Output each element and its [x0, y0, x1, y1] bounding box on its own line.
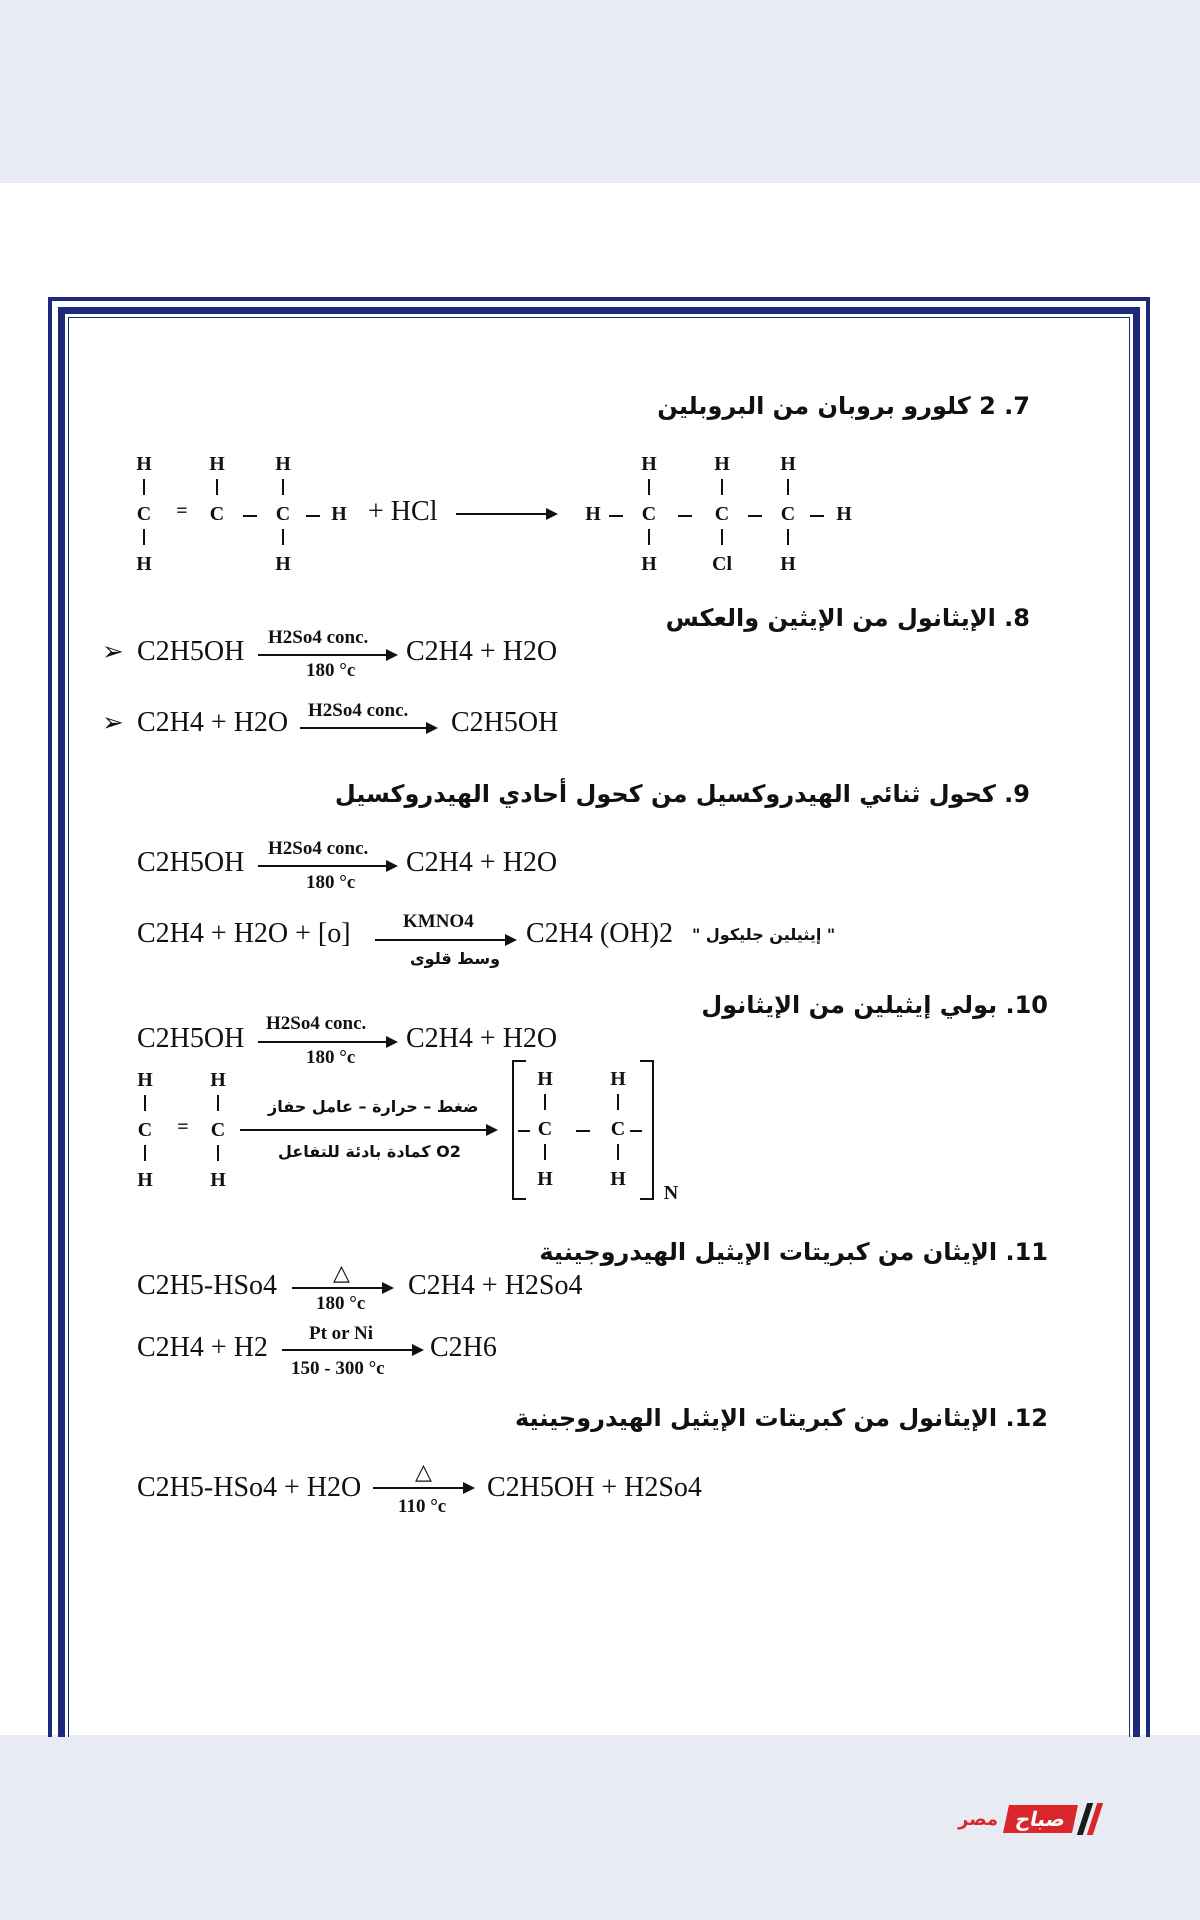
- reaction-arrow: [258, 865, 396, 867]
- product: C2H6: [430, 1332, 497, 1363]
- atom-h: H: [836, 503, 852, 525]
- atom-c: C: [210, 1119, 226, 1141]
- atom-h: H: [209, 453, 225, 475]
- bond: [678, 515, 692, 517]
- logo-sub: مصر: [958, 1808, 999, 1830]
- condition-bottom: 180 °c: [316, 1293, 366, 1314]
- condition-top: H2So4 conc.: [268, 838, 369, 859]
- section-10-title: 10. بولي إيثيلين من الإيثانول: [701, 991, 1048, 1019]
- atom-c: C: [537, 1118, 553, 1140]
- bullet-arrow-icon: ➢: [102, 708, 124, 737]
- bond: [617, 1094, 619, 1110]
- atom-h: H: [537, 1068, 553, 1090]
- condition-top: H2So4 conc.: [268, 627, 369, 648]
- atom-h: H: [714, 453, 730, 475]
- reactant: C2H5OH: [137, 847, 245, 878]
- atom-h: H: [780, 553, 796, 575]
- bond: [810, 515, 824, 517]
- section-8-title: 8. الإيثانول من الإيثين والعكس: [665, 604, 1030, 632]
- atom-h: H: [610, 1068, 626, 1090]
- bond: [282, 529, 284, 545]
- reactant: C2H5OH: [137, 1023, 245, 1054]
- site-logo: [958, 1802, 1102, 1836]
- condition-bottom: O2 كمادة بادئة للتفاعل: [278, 1142, 461, 1161]
- atom-h: H: [641, 553, 657, 575]
- atom-h: H: [275, 453, 291, 475]
- bond: [544, 1094, 546, 1110]
- bullet-arrow-icon: ➢: [102, 637, 124, 666]
- atom-h: H: [210, 1069, 226, 1091]
- atom-h: H: [210, 1169, 226, 1191]
- section-12-title: 12. الإيثانول من كبريتات الإيثيل الهيدروجينية: [514, 1404, 1048, 1432]
- condition-top: ضغط – حرارة – عامل حفاز: [268, 1097, 479, 1116]
- repeat-subscript: N: [663, 1182, 679, 1204]
- bond: [787, 479, 789, 495]
- bond: [630, 1130, 642, 1132]
- condition-top: H2So4 conc.: [308, 700, 409, 721]
- condition-top: KMNO4: [403, 911, 474, 932]
- condition-bottom: 180 °c: [306, 1047, 356, 1068]
- reaction-arrow: [300, 727, 436, 729]
- atom-c: C: [780, 503, 796, 525]
- atom-h: H: [641, 453, 657, 475]
- atom-h: H: [136, 453, 152, 475]
- condition-top: H2So4 conc.: [266, 1013, 367, 1034]
- double-bond: =: [176, 500, 188, 522]
- reaction-arrow: [292, 1287, 392, 1289]
- logo-main: صباح: [1003, 1805, 1078, 1833]
- atom-c: C: [209, 503, 225, 525]
- bond: [216, 479, 218, 495]
- reaction-arrow: [282, 1349, 422, 1351]
- bond: [217, 1145, 219, 1161]
- atom-h: H: [585, 503, 601, 525]
- reactant: C2H5OH: [137, 636, 245, 667]
- condition-bottom: 110 °c: [398, 1496, 447, 1517]
- bond: [721, 479, 723, 495]
- reactant: C2H4 + H2O + [o]: [137, 918, 351, 949]
- atom-c: C: [136, 503, 152, 525]
- condition-bottom: 150 - 300 °c: [291, 1358, 385, 1379]
- atom-h: H: [136, 553, 152, 575]
- product: C2H4 + H2O: [406, 847, 558, 878]
- reactant: C2H5-HSo4: [137, 1270, 278, 1301]
- condition-bottom: 180 °c: [306, 872, 356, 893]
- condition-top: Pt or Ni: [309, 1323, 374, 1344]
- bond: [143, 479, 145, 495]
- product: C2H4 + H2So4: [408, 1270, 583, 1301]
- reactant: C2H5-HSo4 + H2O: [137, 1472, 362, 1503]
- section-11-title: 11. الإيثان من كبريتات الإيثيل الهيدروجينية: [539, 1238, 1048, 1266]
- bond: [544, 1144, 546, 1160]
- heat-triangle-icon: △: [415, 1459, 432, 1484]
- reaction-arrow: [258, 1041, 396, 1043]
- product: C2H4 + H2O: [406, 1023, 558, 1054]
- bond: [648, 479, 650, 495]
- bond: [518, 1130, 530, 1132]
- reaction-arrow: [258, 654, 396, 656]
- double-bond: =: [177, 1116, 189, 1138]
- product-name: " إيثيلين جليكول ": [692, 925, 836, 944]
- reaction-arrow: [373, 1487, 473, 1489]
- reactant: C2H4 + H2: [137, 1332, 268, 1363]
- bond: [721, 529, 723, 545]
- atom-h: H: [331, 503, 347, 525]
- bond: [144, 1145, 146, 1161]
- reactant: C2H4 + H2O: [137, 707, 289, 738]
- atom-c: C: [714, 503, 730, 525]
- atom-c: C: [137, 1119, 153, 1141]
- bond: [609, 515, 623, 517]
- bond: [243, 515, 257, 517]
- atom-c: C: [641, 503, 657, 525]
- bond: [217, 1095, 219, 1111]
- reaction-arrow: [240, 1129, 496, 1131]
- atom-h: H: [137, 1069, 153, 1091]
- reagent-hcl: + HCl: [368, 496, 438, 527]
- bond: [282, 479, 284, 495]
- atom-c: C: [275, 503, 291, 525]
- bond: [748, 515, 762, 517]
- bond: [648, 529, 650, 545]
- bond: [306, 515, 320, 517]
- bond: [143, 529, 145, 545]
- bond: [576, 1130, 590, 1132]
- atom-h: H: [137, 1169, 153, 1191]
- atom-h: H: [275, 553, 291, 575]
- atom-c: C: [610, 1118, 626, 1140]
- atom-h: H: [610, 1168, 626, 1190]
- section-9-title: 9. كحول ثنائي الهيدروكسيل من كحول أحادي الهيدروكسيل: [334, 780, 1030, 808]
- product: C2H4 + H2O: [406, 636, 558, 667]
- reaction-arrow: [375, 939, 515, 941]
- product: C2H5OH: [451, 707, 559, 738]
- section-7-title: 7. 2 كلورو بروبان من البروبلين: [657, 392, 1030, 420]
- bond: [144, 1095, 146, 1111]
- condition-bottom: وسط قلوى: [410, 949, 501, 968]
- atom-h: H: [537, 1168, 553, 1190]
- heat-triangle-icon: △: [333, 1260, 350, 1285]
- product: C2H4 (OH)2: [526, 918, 673, 949]
- product: C2H5OH + H2So4: [487, 1472, 702, 1503]
- atom-h: H: [780, 453, 796, 475]
- reaction-arrow: [456, 513, 556, 515]
- atom-cl: Cl: [712, 553, 732, 575]
- bond: [787, 529, 789, 545]
- condition-bottom: 180 °c: [306, 660, 356, 681]
- bracket-right: [640, 1060, 654, 1200]
- bond: [617, 1144, 619, 1160]
